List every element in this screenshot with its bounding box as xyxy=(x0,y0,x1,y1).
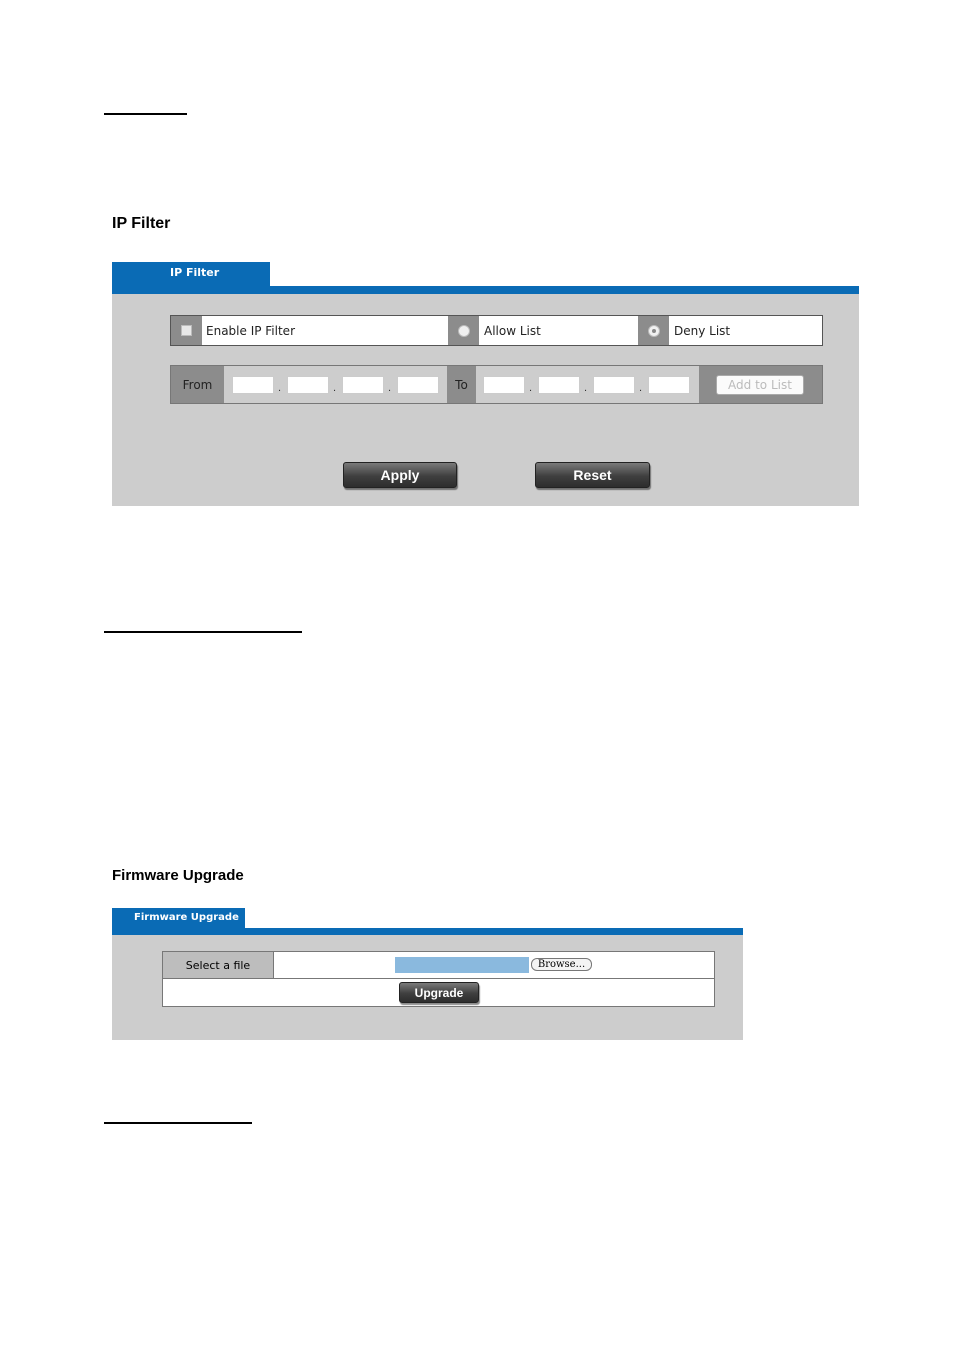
heading-underline-1 xyxy=(104,113,187,115)
ip-range-row xyxy=(170,365,823,404)
from-ip-octet-2[interactable] xyxy=(287,376,329,394)
to-ip-octet-3[interactable] xyxy=(593,376,635,394)
from-ip-octet-3[interactable] xyxy=(342,376,384,394)
file-path-input[interactable] xyxy=(395,957,529,973)
add-button-cell xyxy=(699,366,822,403)
tab-firmware-upgrade[interactable] xyxy=(112,908,245,928)
to-ip-octet-1[interactable] xyxy=(483,376,525,394)
ip-separator: . xyxy=(388,382,392,394)
firmware-upgrade-title: Firmware Upgrade xyxy=(112,867,244,884)
allow-list-label: Allow List xyxy=(484,324,541,338)
upgrade-button[interactable]: Upgrade xyxy=(399,982,479,1003)
filter-options-row xyxy=(170,315,823,346)
tab-firmware-upgrade-label: Firmware Upgrade xyxy=(134,912,239,923)
from-ip-octet-4[interactable] xyxy=(397,376,439,394)
deny-radio-cell xyxy=(638,316,669,345)
allow-radio-cell xyxy=(448,316,479,345)
ip-separator: . xyxy=(333,382,337,394)
from-label: From xyxy=(171,366,224,403)
to-ip-octet-4[interactable] xyxy=(648,376,690,394)
firmware-table xyxy=(162,951,715,1007)
ip-separator: . xyxy=(639,382,643,394)
ip-separator: . xyxy=(584,382,588,394)
select-file-label: Select a file xyxy=(163,952,274,978)
enable-ip-filter-label: Enable IP Filter xyxy=(206,324,295,338)
ip-filter-title: IP Filter xyxy=(112,215,171,232)
add-to-list-button[interactable]: Add to List xyxy=(716,375,804,395)
reset-button[interactable]: Reset xyxy=(535,462,650,488)
enable-checkbox-cell xyxy=(171,316,202,345)
apply-button[interactable]: Apply xyxy=(343,462,457,488)
heading-underline-3 xyxy=(104,1122,252,1124)
deny-list-radio[interactable] xyxy=(648,325,660,337)
firmware-panel xyxy=(112,935,743,1040)
enable-ip-filter-checkbox[interactable] xyxy=(181,325,192,336)
allow-list-radio[interactable] xyxy=(458,325,470,337)
ip-filter-panel xyxy=(112,294,859,506)
to-ip-octet-2[interactable] xyxy=(538,376,580,394)
tab-ip-filter[interactable] xyxy=(112,262,270,286)
table-row-divider xyxy=(163,978,714,979)
firmware-tab-bar xyxy=(112,928,743,935)
from-ip-octet-1[interactable] xyxy=(232,376,274,394)
browse-button[interactable]: Browse... xyxy=(531,958,592,971)
ip-filter-tab-bar xyxy=(112,286,859,294)
ip-separator: . xyxy=(278,382,282,394)
deny-list-label: Deny List xyxy=(674,324,731,338)
tab-ip-filter-label: IP Filter xyxy=(170,266,220,279)
to-label: To xyxy=(447,366,476,403)
heading-underline-2 xyxy=(104,631,302,633)
ip-separator: . xyxy=(529,382,533,394)
